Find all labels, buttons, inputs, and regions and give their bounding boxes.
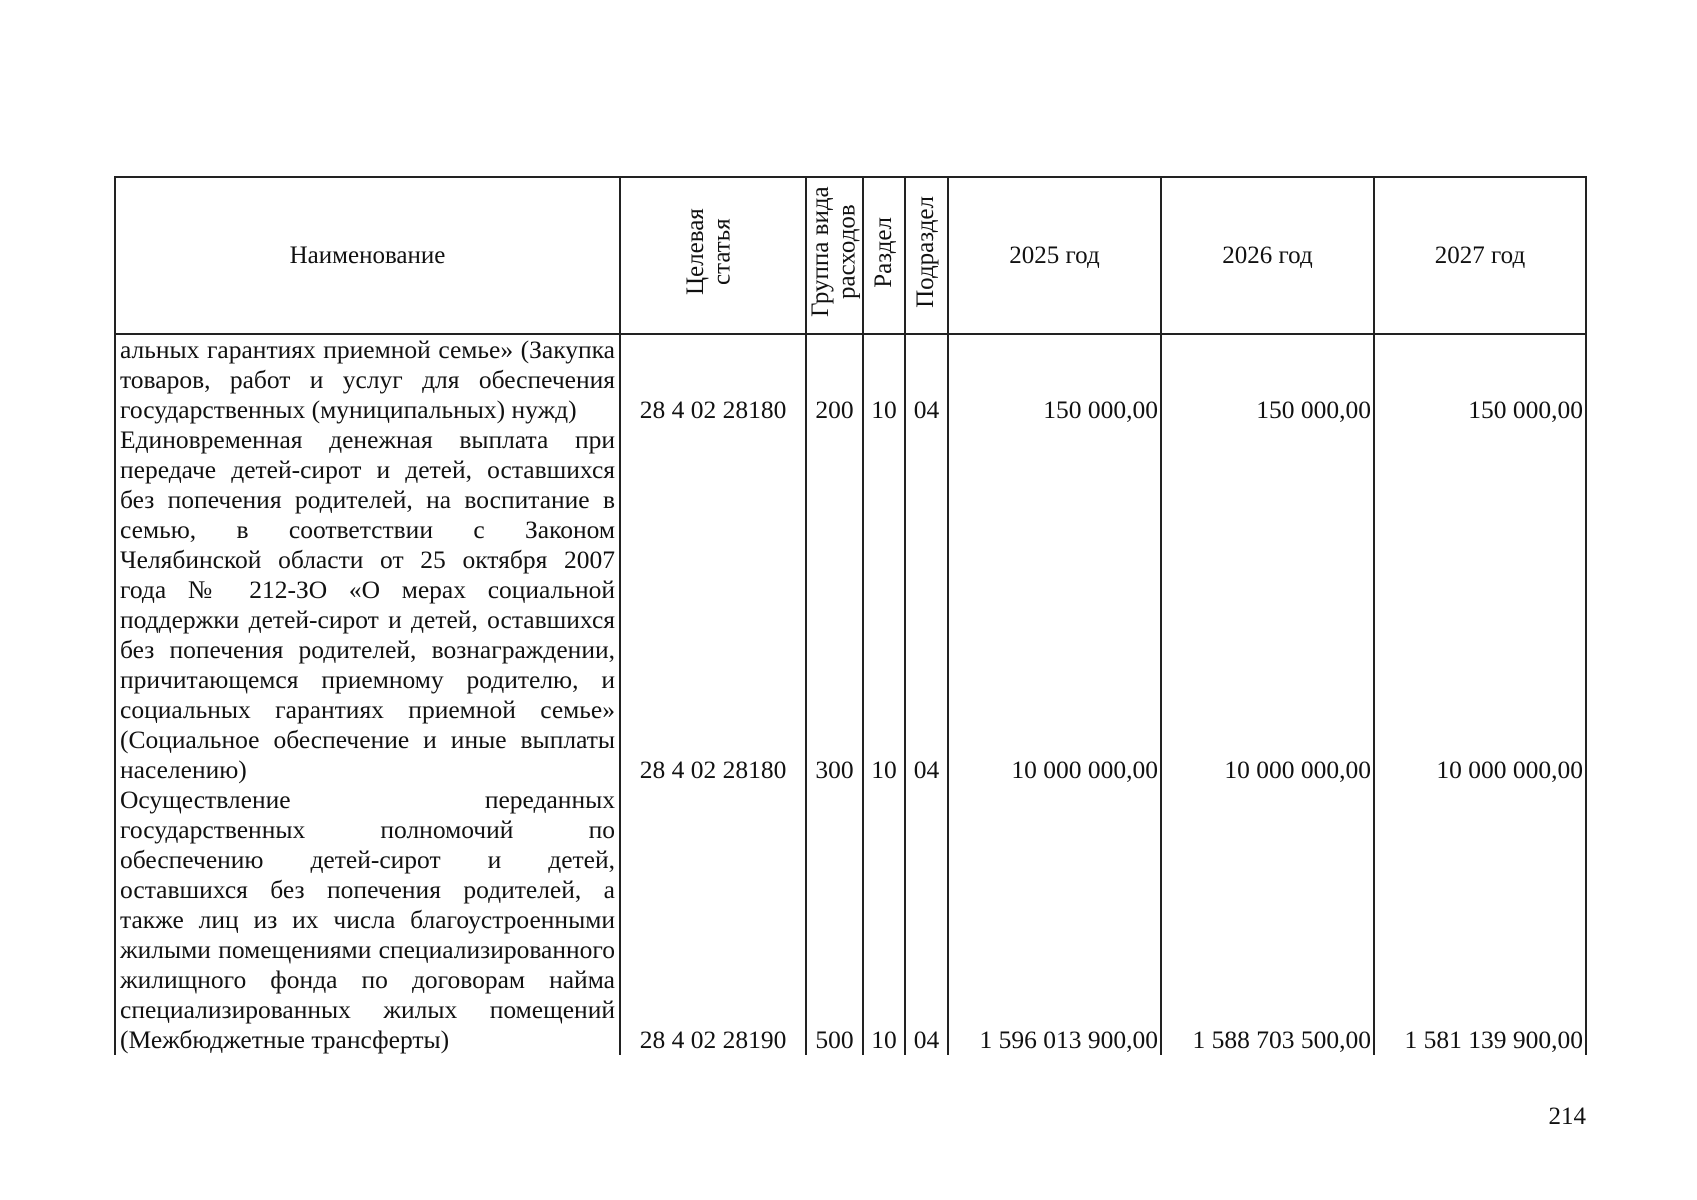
budget-table: [114, 176, 1587, 1055]
row-amount-2026: 150 000,00: [1161, 334, 1374, 425]
header-name: Наименование: [115, 177, 620, 334]
row-section: 10: [863, 785, 905, 1055]
row-amount-2025: 1 596 013 900,00: [948, 785, 1161, 1055]
row-subsection: 04: [905, 785, 948, 1055]
row-amount-2027: 10 000 000,00: [1374, 425, 1586, 785]
table-header-row: [115, 177, 1586, 334]
row-target-article: 28 4 02 28190: [620, 785, 806, 1055]
row-expense-group: 500: [806, 785, 863, 1055]
row-subsection: 04: [905, 425, 948, 785]
table-row: [115, 785, 1586, 1055]
row-subsection: 04: [905, 334, 948, 425]
row-expense-group: 200: [806, 334, 863, 425]
table-row: [115, 334, 1586, 425]
row-amount-2025: 150 000,00: [948, 334, 1161, 425]
row-amount-2025: 10 000 000,00: [948, 425, 1161, 785]
row-target-article: 28 4 02 28180: [620, 425, 806, 785]
row-section: 10: [863, 334, 905, 425]
header-subsection: Подраздел: [905, 177, 948, 334]
row-amount-2027: 1 581 139 900,00: [1374, 785, 1586, 1055]
table-row: [115, 425, 1586, 785]
row-section: 10: [863, 425, 905, 785]
row-target-article: 28 4 02 28180: [620, 334, 806, 425]
header-2025: 2025 год: [948, 177, 1161, 334]
row-amount-2026: 1 588 703 500,00: [1161, 785, 1374, 1055]
row-expense-group: 300: [806, 425, 863, 785]
header-2026: 2026 год: [1161, 177, 1374, 334]
header-section: Раздел: [863, 177, 905, 334]
row-name: альных гарантиях приемной семье» (Закупка товаров, работ и услуг для обеспечения государственных (муниципальных) нужд): [115, 334, 620, 425]
header-expense-group: Группа вида расходов: [806, 177, 863, 334]
header-target-article: Целевая статья: [620, 177, 806, 334]
row-name: Единовременная денежная выплата при передаче детей-сирот и детей, оставшихся без попечения родителей, на воспитание в семью, в соответствии с Законом Челябинской области от 25 октября 2007 года № 212-ЗО «О мерах социальной поддержки детей-сирот и детей, оставшихся без попечения родителей, вознаграждении, причитающемся приемному родителю, и социальных гарантиях приемной семье» (Социальное обеспечение и иные выплаты населению): [115, 425, 620, 785]
row-amount-2026: 10 000 000,00: [1161, 425, 1374, 785]
page-number: 214: [1548, 1103, 1586, 1130]
header-2027: 2027 год: [1374, 177, 1586, 334]
row-name: Осуществление переданных государственных полномочий по обеспечению детей-сирот и детей, оставшихся без попечения родителей, а также лиц из их числа благоустроенными жилыми помещениями специализированного жилищного фонда по договорам найма специализированных жилых помещений (Межбюджетные трансферты): [115, 785, 620, 1055]
row-amount-2027: 150 000,00: [1374, 334, 1586, 425]
